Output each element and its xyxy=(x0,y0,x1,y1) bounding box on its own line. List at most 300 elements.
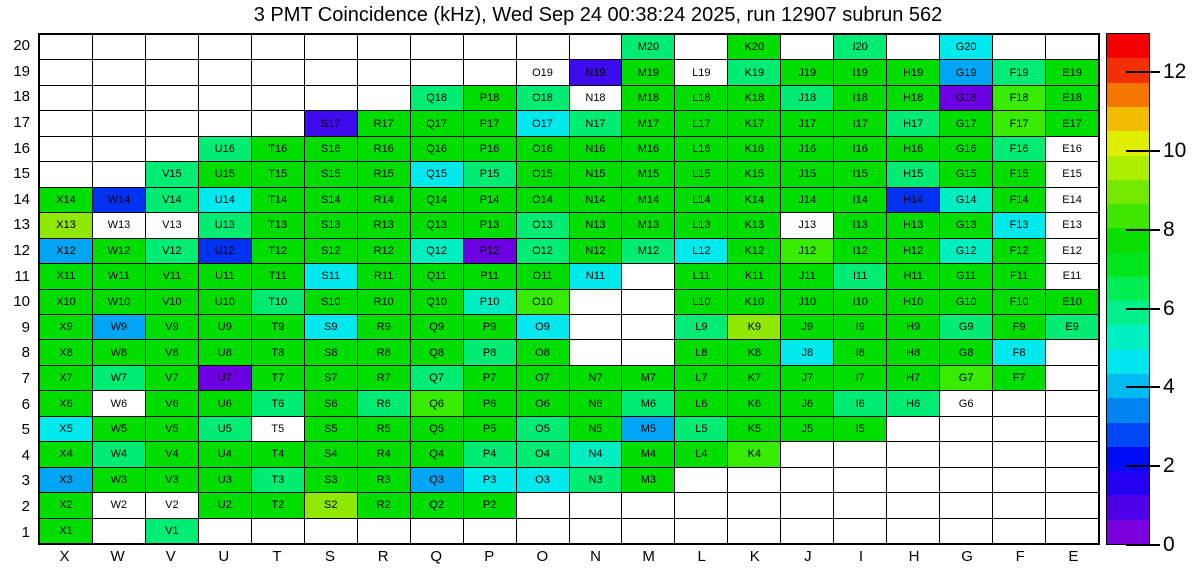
grid-cell-K10: K10 xyxy=(728,290,780,314)
grid-cell-F18: F18 xyxy=(993,86,1045,110)
grid-cell-Q2: Q2 xyxy=(411,493,463,517)
grid-cell-E18: E18 xyxy=(1046,86,1098,110)
x-axis-label-P: P xyxy=(484,548,495,565)
grid-cell-O5: O5 xyxy=(517,417,569,441)
y-axis-label-15: 15 xyxy=(13,165,30,183)
grid-cell-R18 xyxy=(358,86,410,110)
grid-cell-X19 xyxy=(40,60,92,84)
grid-cell-V4: V4 xyxy=(146,442,198,466)
grid-cell-L9: L9 xyxy=(675,315,727,339)
grid-cell-X16 xyxy=(40,137,92,161)
grid-cell-R10: R10 xyxy=(358,290,410,314)
grid-cell-N11: N11 xyxy=(570,264,622,288)
grid-cell-K20: K20 xyxy=(728,35,780,59)
grid-cell-O8: O8 xyxy=(517,340,569,364)
grid-cell-P11: P11 xyxy=(464,264,516,288)
grid-cell-X7: X7 xyxy=(40,366,92,390)
grid-cell-P8: P8 xyxy=(464,340,516,364)
grid-cell-L11: L11 xyxy=(675,264,727,288)
grid-cell-J3 xyxy=(781,468,833,492)
grid-cell-T1 xyxy=(252,519,304,543)
grid-cell-W20 xyxy=(93,35,145,59)
grid-cell-L4: L4 xyxy=(675,442,727,466)
grid-cell-U3: U3 xyxy=(199,468,251,492)
grid-cell-Q8: Q8 xyxy=(411,340,463,364)
grid-cell-G16: G16 xyxy=(940,137,992,161)
grid-cell-S10: S10 xyxy=(305,290,357,314)
grid-cell-U20 xyxy=(199,35,251,59)
grid-cell-Q4: Q4 xyxy=(411,442,463,466)
grid-cell-S18 xyxy=(305,86,357,110)
y-axis-label-2: 2 xyxy=(21,497,30,515)
grid-cell-U8: U8 xyxy=(199,340,251,364)
grid-cell-V3: V3 xyxy=(146,468,198,492)
grid-cell-G5 xyxy=(940,417,992,441)
grid-cell-P6: P6 xyxy=(464,391,516,415)
colorbar-tick-12 xyxy=(1126,71,1160,73)
grid-cell-H5 xyxy=(887,417,939,441)
grid-cell-T5: T5 xyxy=(252,417,304,441)
grid-cell-I13: I13 xyxy=(834,213,886,237)
y-axis-label-17: 17 xyxy=(13,114,30,132)
grid-cell-R19 xyxy=(358,60,410,84)
grid-cell-O4: O4 xyxy=(517,442,569,466)
x-axis-label-I: I xyxy=(858,548,864,565)
grid-cell-K1 xyxy=(728,519,780,543)
grid-cell-F12: F12 xyxy=(993,239,1045,263)
grid-cell-W6: W6 xyxy=(93,391,145,415)
grid-cell-R2: R2 xyxy=(358,493,410,517)
grid-cell-G19: G19 xyxy=(940,60,992,84)
x-axis-label-R: R xyxy=(377,548,389,565)
colorbar-tick-8 xyxy=(1126,229,1160,231)
grid-cell-M10 xyxy=(622,290,674,314)
grid-cell-H1 xyxy=(887,519,939,543)
grid-cell-Q17: Q17 xyxy=(411,111,463,135)
grid-cell-X3: X3 xyxy=(40,468,92,492)
grid-cell-F13: F13 xyxy=(993,213,1045,237)
grid-cell-N7: N7 xyxy=(570,366,622,390)
colorbar-tick-0 xyxy=(1126,544,1160,546)
grid-cell-V13: V13 xyxy=(146,213,198,237)
grid-cell-R6: R6 xyxy=(358,391,410,415)
y-axis-label-19: 19 xyxy=(13,62,30,80)
grid-cell-O1 xyxy=(517,519,569,543)
grid-cell-P1 xyxy=(464,519,516,543)
grid-cell-S2: S2 xyxy=(305,493,357,517)
colorbar-band-17 xyxy=(1107,107,1149,131)
grid-cell-V19 xyxy=(146,60,198,84)
grid-cell-T20 xyxy=(252,35,304,59)
grid-cell-F10: F10 xyxy=(993,290,1045,314)
grid-cell-L5: L5 xyxy=(675,417,727,441)
grid-cell-H14: H14 xyxy=(887,188,939,212)
grid-cell-X1: X1 xyxy=(40,519,92,543)
grid-cell-U2: U2 xyxy=(199,493,251,517)
grid-cell-L1 xyxy=(675,519,727,543)
grid-cell-O6: O6 xyxy=(517,391,569,415)
grid-cell-W19 xyxy=(93,60,145,84)
colorbar-band-0 xyxy=(1107,520,1149,544)
grid-cell-P3: P3 xyxy=(464,468,516,492)
grid-cell-X6: X6 xyxy=(40,391,92,415)
grid-cell-Q6: Q6 xyxy=(411,391,463,415)
heatmap-grid xyxy=(38,33,1100,545)
grid-cell-W18 xyxy=(93,86,145,110)
grid-cell-V5: V5 xyxy=(146,417,198,441)
grid-cell-L8: L8 xyxy=(675,340,727,364)
grid-cell-R7: R7 xyxy=(358,366,410,390)
grid-cell-L20 xyxy=(675,35,727,59)
grid-cell-U9: U9 xyxy=(199,315,251,339)
x-axis-label-O: O xyxy=(536,548,549,565)
grid-cell-W8: W8 xyxy=(93,340,145,364)
grid-cell-V9: V9 xyxy=(146,315,198,339)
grid-cell-H19: H19 xyxy=(887,60,939,84)
grid-cell-L15: L15 xyxy=(675,162,727,186)
grid-cell-I6: I6 xyxy=(834,391,886,415)
grid-cell-J12: J12 xyxy=(781,239,833,263)
grid-cell-F17: F17 xyxy=(993,111,1045,135)
x-axis-label-N: N xyxy=(590,548,601,565)
grid-cell-I10: I10 xyxy=(834,290,886,314)
grid-cell-K16: K16 xyxy=(728,137,780,161)
grid-cell-Q20 xyxy=(411,35,463,59)
grid-cell-P17: P17 xyxy=(464,111,516,135)
grid-cell-R3: R3 xyxy=(358,468,410,492)
grid-cell-U11: U11 xyxy=(199,264,251,288)
y-axis-label-12: 12 xyxy=(13,242,30,260)
x-axis-label-H: H xyxy=(908,548,920,565)
grid-cell-P12: P12 xyxy=(464,239,516,263)
colorbar-tick-label-6: 6 xyxy=(1163,296,1175,320)
grid-cell-S4: S4 xyxy=(305,442,357,466)
grid-cell-M18: M18 xyxy=(622,86,674,110)
grid-cell-O12: O12 xyxy=(517,239,569,263)
grid-cell-P18: P18 xyxy=(464,86,516,110)
grid-cell-J1 xyxy=(781,519,833,543)
grid-cell-M20: M20 xyxy=(622,35,674,59)
grid-cell-S19 xyxy=(305,60,357,84)
grid-cell-M17: M17 xyxy=(622,111,674,135)
grid-cell-X13: X13 xyxy=(40,213,92,237)
x-axis-label-Q: Q xyxy=(430,548,443,565)
grid-cell-L16: L16 xyxy=(675,137,727,161)
grid-cell-V11: V11 xyxy=(146,264,198,288)
grid-cell-W12: W12 xyxy=(93,239,145,263)
grid-cell-H20 xyxy=(887,35,939,59)
grid-cell-R13: R13 xyxy=(358,213,410,237)
grid-cell-L17: L17 xyxy=(675,111,727,135)
grid-cell-T4: T4 xyxy=(252,442,304,466)
grid-cell-M9 xyxy=(622,315,674,339)
grid-cell-E19: E19 xyxy=(1046,60,1098,84)
y-axis-label-8: 8 xyxy=(21,344,30,362)
grid-cell-G12: G12 xyxy=(940,239,992,263)
grid-cell-J17: J17 xyxy=(781,111,833,135)
grid-cell-S17: S17 xyxy=(305,111,357,135)
grid-cell-U6: U6 xyxy=(199,391,251,415)
grid-cell-W11: W11 xyxy=(93,264,145,288)
grid-cell-F16: F16 xyxy=(993,137,1045,161)
colorbar-band-4 xyxy=(1107,423,1149,447)
grid-cell-N4: N4 xyxy=(570,442,622,466)
grid-cell-J14: J14 xyxy=(781,188,833,212)
grid-cell-U13: U13 xyxy=(199,213,251,237)
x-axis-label-X: X xyxy=(59,548,70,565)
grid-cell-H15: H15 xyxy=(887,162,939,186)
grid-cell-R14: R14 xyxy=(358,188,410,212)
grid-cell-F3 xyxy=(993,468,1045,492)
grid-cell-O2 xyxy=(517,493,569,517)
grid-cell-R9: R9 xyxy=(358,315,410,339)
grid-cell-L6: L6 xyxy=(675,391,727,415)
grid-cell-Q1 xyxy=(411,519,463,543)
grid-cell-L3 xyxy=(675,468,727,492)
grid-cell-X14: X14 xyxy=(40,188,92,212)
colorbar-band-5 xyxy=(1107,398,1149,422)
grid-cell-U16: U16 xyxy=(199,137,251,161)
grid-cell-W2: W2 xyxy=(93,493,145,517)
y-axis-label-14: 14 xyxy=(13,190,30,208)
grid-cell-J2 xyxy=(781,493,833,517)
grid-cell-M6: M6 xyxy=(622,391,674,415)
grid-cell-F15: F15 xyxy=(993,162,1045,186)
grid-cell-H9: H9 xyxy=(887,315,939,339)
grid-cell-G20: G20 xyxy=(940,35,992,59)
grid-cell-R16: R16 xyxy=(358,137,410,161)
grid-cell-F11: F11 xyxy=(993,264,1045,288)
grid-cell-T14: T14 xyxy=(252,188,304,212)
colorbar-band-18 xyxy=(1107,83,1149,107)
x-axis-label-V: V xyxy=(165,548,176,565)
grid-cell-J6: J6 xyxy=(781,391,833,415)
grid-cell-R20 xyxy=(358,35,410,59)
grid-cell-O10: O10 xyxy=(517,290,569,314)
grid-cell-P14: P14 xyxy=(464,188,516,212)
grid-cell-F2 xyxy=(993,493,1045,517)
grid-cell-K15: K15 xyxy=(728,162,780,186)
x-axis-label-E: E xyxy=(1068,548,1079,565)
grid-cell-L18: L18 xyxy=(675,86,727,110)
grid-cell-W15 xyxy=(93,162,145,186)
grid-cell-Q12: Q12 xyxy=(411,239,463,263)
grid-cell-M19: M19 xyxy=(622,60,674,84)
y-axis-label-7: 7 xyxy=(21,370,30,388)
grid-cell-W1 xyxy=(93,519,145,543)
grid-cell-J10: J10 xyxy=(781,290,833,314)
grid-cell-X18 xyxy=(40,86,92,110)
grid-cell-N3: N3 xyxy=(570,468,622,492)
grid-cell-T6: T6 xyxy=(252,391,304,415)
colorbar-band-14 xyxy=(1107,180,1149,204)
grid-cell-E5 xyxy=(1046,417,1098,441)
grid-cell-M4: M4 xyxy=(622,442,674,466)
grid-cell-S15: S15 xyxy=(305,162,357,186)
grid-cell-O19: O19 xyxy=(517,60,569,84)
grid-cell-G7: G7 xyxy=(940,366,992,390)
grid-cell-G2 xyxy=(940,493,992,517)
grid-cell-M16: M16 xyxy=(622,137,674,161)
grid-cell-O16: O16 xyxy=(517,137,569,161)
grid-cell-H6: H6 xyxy=(887,391,939,415)
grid-cell-N2 xyxy=(570,493,622,517)
grid-cell-P5: P5 xyxy=(464,417,516,441)
grid-cell-R11: R11 xyxy=(358,264,410,288)
grid-cell-V6: V6 xyxy=(146,391,198,415)
grid-cell-T18 xyxy=(252,86,304,110)
colorbar-tick-label-10: 10 xyxy=(1163,139,1187,163)
grid-cell-E16: E16 xyxy=(1046,137,1098,161)
grid-cell-X9: X9 xyxy=(40,315,92,339)
y-axis-label-10: 10 xyxy=(13,293,30,311)
y-axis-label-20: 20 xyxy=(13,37,30,55)
grid-cell-P7: P7 xyxy=(464,366,516,390)
grid-cell-G10: G10 xyxy=(940,290,992,314)
grid-cell-E4 xyxy=(1046,442,1098,466)
grid-cell-I19: I19 xyxy=(834,60,886,84)
grid-cell-X17 xyxy=(40,111,92,135)
grid-cell-I16: I16 xyxy=(834,137,886,161)
colorbar-band-2 xyxy=(1107,471,1149,495)
colorbar-band-11 xyxy=(1107,253,1149,277)
grid-cell-T19 xyxy=(252,60,304,84)
grid-cell-I11: I11 xyxy=(834,264,886,288)
grid-cell-F8: F8 xyxy=(993,340,1045,364)
grid-cell-K14: K14 xyxy=(728,188,780,212)
grid-cell-N6: N6 xyxy=(570,391,622,415)
grid-cell-S16: S16 xyxy=(305,137,357,161)
y-axis-label-1: 1 xyxy=(21,523,30,541)
grid-cell-E7 xyxy=(1046,366,1098,390)
grid-cell-S8: S8 xyxy=(305,340,357,364)
grid-cell-F1 xyxy=(993,519,1045,543)
grid-cell-N8 xyxy=(570,340,622,364)
y-axis-label-3: 3 xyxy=(21,472,30,490)
grid-cell-U18 xyxy=(199,86,251,110)
grid-cell-V15: V15 xyxy=(146,162,198,186)
grid-cell-U12: U12 xyxy=(199,239,251,263)
grid-cell-I9: I9 xyxy=(834,315,886,339)
grid-cell-T3: T3 xyxy=(252,468,304,492)
grid-cell-O3: O3 xyxy=(517,468,569,492)
grid-cell-X4: X4 xyxy=(40,442,92,466)
grid-cell-K2 xyxy=(728,493,780,517)
colorbar-band-20 xyxy=(1107,34,1149,58)
grid-cell-P4: P4 xyxy=(464,442,516,466)
grid-cell-M5: M5 xyxy=(622,417,674,441)
grid-cell-N1 xyxy=(570,519,622,543)
grid-cell-N17: N17 xyxy=(570,111,622,135)
y-axis-label-9: 9 xyxy=(21,318,30,336)
grid-cell-T11: T11 xyxy=(252,264,304,288)
grid-cell-U19 xyxy=(199,60,251,84)
grid-cell-I12: I12 xyxy=(834,239,886,263)
grid-cell-E15: E15 xyxy=(1046,162,1098,186)
grid-cell-N12: N12 xyxy=(570,239,622,263)
grid-cell-V12: V12 xyxy=(146,239,198,263)
colorbar-tick-label-8: 8 xyxy=(1163,217,1175,241)
grid-cell-I5: I5 xyxy=(834,417,886,441)
colorbar-band-15 xyxy=(1107,156,1149,180)
grid-cell-U1 xyxy=(199,519,251,543)
grid-cell-U10: U10 xyxy=(199,290,251,314)
grid-cell-T9: T9 xyxy=(252,315,304,339)
grid-cell-H4 xyxy=(887,442,939,466)
grid-cell-H13: H13 xyxy=(887,213,939,237)
grid-cell-I20: I20 xyxy=(834,35,886,59)
grid-cell-T2: T2 xyxy=(252,493,304,517)
grid-cell-L19: L19 xyxy=(675,60,727,84)
grid-cell-P20 xyxy=(464,35,516,59)
grid-cell-M15: M15 xyxy=(622,162,674,186)
grid-cell-P9: P9 xyxy=(464,315,516,339)
grid-cell-K11: K11 xyxy=(728,264,780,288)
y-axis-label-18: 18 xyxy=(13,88,30,106)
grid-cell-P15: P15 xyxy=(464,162,516,186)
y-axis-label-11: 11 xyxy=(14,267,30,285)
grid-cell-F20 xyxy=(993,35,1045,59)
grid-cell-Q11: Q11 xyxy=(411,264,463,288)
grid-cell-Q3: Q3 xyxy=(411,468,463,492)
grid-cell-H8: H8 xyxy=(887,340,939,364)
colorbar-tick-label-2: 2 xyxy=(1163,454,1175,478)
grid-cell-V2: V2 xyxy=(146,493,198,517)
grid-cell-O9: O9 xyxy=(517,315,569,339)
grid-cell-X2: X2 xyxy=(40,493,92,517)
grid-cell-G3 xyxy=(940,468,992,492)
grid-cell-N16: N16 xyxy=(570,137,622,161)
grid-cell-I15: I15 xyxy=(834,162,886,186)
grid-cell-F9: F9 xyxy=(993,315,1045,339)
grid-cell-N19: N19 xyxy=(570,60,622,84)
grid-cell-E13: E13 xyxy=(1046,213,1098,237)
grid-cell-J16: J16 xyxy=(781,137,833,161)
grid-cell-Q13: Q13 xyxy=(411,213,463,237)
grid-cell-M11 xyxy=(622,264,674,288)
grid-cell-E8 xyxy=(1046,340,1098,364)
grid-cell-S14: S14 xyxy=(305,188,357,212)
grid-cell-G6: G6 xyxy=(940,391,992,415)
colorbar-tick-4 xyxy=(1126,386,1160,388)
x-axis-label-W: W xyxy=(110,548,125,565)
colorbar-tick-10 xyxy=(1126,150,1160,152)
grid-cell-M14: M14 xyxy=(622,188,674,212)
grid-cell-Q14: Q14 xyxy=(411,188,463,212)
colorbar-band-12 xyxy=(1107,228,1149,252)
grid-cell-J9: J9 xyxy=(781,315,833,339)
x-axis-label-G: G xyxy=(961,548,973,565)
grid-cell-S9: S9 xyxy=(305,315,357,339)
colorbar-tick-6 xyxy=(1126,308,1160,310)
grid-cell-F6 xyxy=(993,391,1045,415)
grid-cell-G9: G9 xyxy=(940,315,992,339)
grid-cell-M1 xyxy=(622,519,674,543)
grid-cell-U14: U14 xyxy=(199,188,251,212)
grid-cell-H17: H17 xyxy=(887,111,939,135)
grid-cell-F19: F19 xyxy=(993,60,1045,84)
grid-cell-S7: S7 xyxy=(305,366,357,390)
grid-cell-K9: K9 xyxy=(728,315,780,339)
grid-cell-E10: E10 xyxy=(1046,290,1098,314)
grid-cell-S5: S5 xyxy=(305,417,357,441)
grid-cell-T17 xyxy=(252,111,304,135)
grid-cell-Q19 xyxy=(411,60,463,84)
x-axis-label-J: J xyxy=(804,548,812,565)
grid-cell-J13: J13 xyxy=(781,213,833,237)
grid-cell-F4 xyxy=(993,442,1045,466)
grid-cell-W16 xyxy=(93,137,145,161)
